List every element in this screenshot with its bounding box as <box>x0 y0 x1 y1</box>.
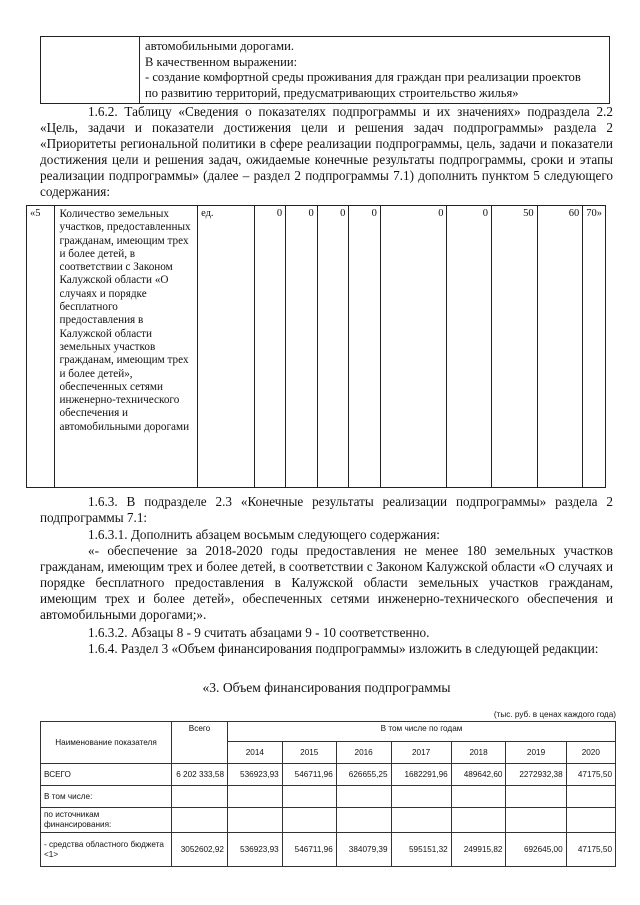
row-value: 626655,25 <box>336 764 391 786</box>
row-value <box>282 786 336 808</box>
year-header: 2019 <box>506 742 566 764</box>
row-value: 47175,50 <box>566 833 615 867</box>
row-value: 595151,32 <box>391 833 451 867</box>
indicator-value: 0 <box>380 206 447 488</box>
top-continuation-table <box>40 36 610 104</box>
top-table-line: автомобильными дорогами. <box>145 39 295 53</box>
row-value: 536923,93 <box>228 833 283 867</box>
indicator-value: 0 <box>447 206 492 488</box>
indicator-unit: ед. <box>198 206 255 488</box>
financing-table <box>40 721 616 867</box>
row-value: 47175,50 <box>566 764 615 786</box>
year-header: 2017 <box>391 742 451 764</box>
units-note: (тыс. руб. в ценах каждого года) <box>493 710 616 719</box>
row-value: 536923,93 <box>228 764 283 786</box>
paragraph-1-6-4: 1.6.4. Раздел 3 «Объем финансирования подпрограммы» изложить в следующей редакции: <box>88 641 599 656</box>
row-value <box>566 786 615 808</box>
top-table-text-cell <box>140 37 610 104</box>
row-value <box>336 786 391 808</box>
table-row <box>41 833 616 867</box>
row-value <box>451 808 506 833</box>
table-row <box>41 786 616 808</box>
row-value <box>451 786 506 808</box>
row-value <box>566 808 615 833</box>
row-value <box>282 808 336 833</box>
paragraph-1-6-3-1: 1.6.3.1. Дополнить абзацем восьмым следующего содержания: <box>88 527 440 542</box>
header-total: Всего <box>172 722 228 764</box>
row-value <box>228 786 283 808</box>
table-row <box>41 764 616 786</box>
row-label: по источникам финансирования: <box>41 808 172 833</box>
section-title: «3. Объем финансирования подпрограммы <box>202 680 451 695</box>
row-total <box>172 808 228 833</box>
row-value: 546711,96 <box>282 764 336 786</box>
year-header: 2014 <box>228 742 283 764</box>
row-total <box>172 786 228 808</box>
year-header: 2020 <box>566 742 615 764</box>
row-value <box>228 808 283 833</box>
indicator-value: 70» <box>583 206 606 488</box>
top-table-left-cell <box>41 37 140 104</box>
year-header: 2018 <box>451 742 506 764</box>
indicator-value: 50 <box>492 206 538 488</box>
row-label: - средства областного бюджета <1> <box>41 833 172 867</box>
table-row <box>41 808 616 833</box>
row-value: 2272932,38 <box>506 764 566 786</box>
indicator-name: Количество земельных участков, предоставленных гражданам, имеющим трех и более детей, в соответствии с Законом Калужской области «О случаях и порядке бесплатного предоставления в Калужской области земельных участков гражданам, имеющим трех и более детей», обеспеченных сетями инженерно-технического обеспечения и автомобильными дорогами <box>55 206 198 488</box>
row-value: 692645,00 <box>506 833 566 867</box>
indicator-value: 0 <box>254 206 286 488</box>
row-value: 249915,82 <box>451 833 506 867</box>
row-total: 6 202 333,58 <box>172 764 228 786</box>
row-value: 384079,39 <box>336 833 391 867</box>
row-value: 489642,60 <box>451 764 506 786</box>
header-indicator: Наименование показателя <box>41 722 172 764</box>
indicator-value: 0 <box>286 206 318 488</box>
row-value: 546711,96 <box>282 833 336 867</box>
year-header: 2016 <box>336 742 391 764</box>
row-value <box>506 786 566 808</box>
header-years: В том числе по годам <box>228 722 616 742</box>
row-total: 3052602,92 <box>172 833 228 867</box>
paragraph-1-6-3-2: 1.6.3.2. Абзацы 8 - 9 считать абзацами 9 - 10 соответственно. <box>88 625 430 640</box>
paragraph-1-6-2: 1.6.2. Таблицу «Сведения о показателях подпрограммы и их значениях» подраздела 2.2 «Цель, задачи и показатели достижения цели и решения задач подпрограммы» раздела 2 «Приоритеты региональной политики в сфере реализации подпрограммы, цель, задачи и показатели достижения цели и решения задач, ожидаемые конечные результаты подпрограммы, сроки и этапы реализации подпрограммы» (далее – раздел 2 подпрограммы 7.1) дополнить пунктом 5 следующего содержания: <box>40 104 613 199</box>
top-table-line: по развитию территорий, предусматривающих строительство жилья» <box>145 85 519 100</box>
row-label: ВСЕГО <box>41 764 172 786</box>
indicator-table <box>26 205 606 488</box>
paragraph-1-6-3: 1.6.3. В подразделе 2.3 «Конечные результаты реализации подпрограммы» раздела 2 подпрограммы 7.1: <box>40 494 613 525</box>
quoted-addition: «- обеспечение за 2018-2020 годы предоставления не менее 180 земельных участков гражданам, имеющим трех и более детей, в соответствии с Законом Калужской области «О случаях и порядке бесплатного предоставления в Калужской области земельных участков гражданам, имеющим трех и более детей», обеспеченных сетями инженерно-технического обеспечения и автомобильными дорогами;». <box>40 543 613 622</box>
row-value <box>391 808 451 833</box>
row-value: 1682291,96 <box>391 764 451 786</box>
top-table-line: - создание комфортной среды проживания для граждан при реализации проектов <box>145 70 581 84</box>
indicator-number: «5 <box>27 206 55 488</box>
indicator-value: 0 <box>349 206 381 488</box>
year-header: 2015 <box>282 742 336 764</box>
top-table-line: В качественном выражении: <box>145 54 298 69</box>
row-value <box>506 808 566 833</box>
indicator-value: 60 <box>537 206 583 488</box>
row-value <box>391 786 451 808</box>
row-label: В том числе: <box>41 786 172 808</box>
row-value <box>336 808 391 833</box>
indicator-value: 0 <box>317 206 349 488</box>
